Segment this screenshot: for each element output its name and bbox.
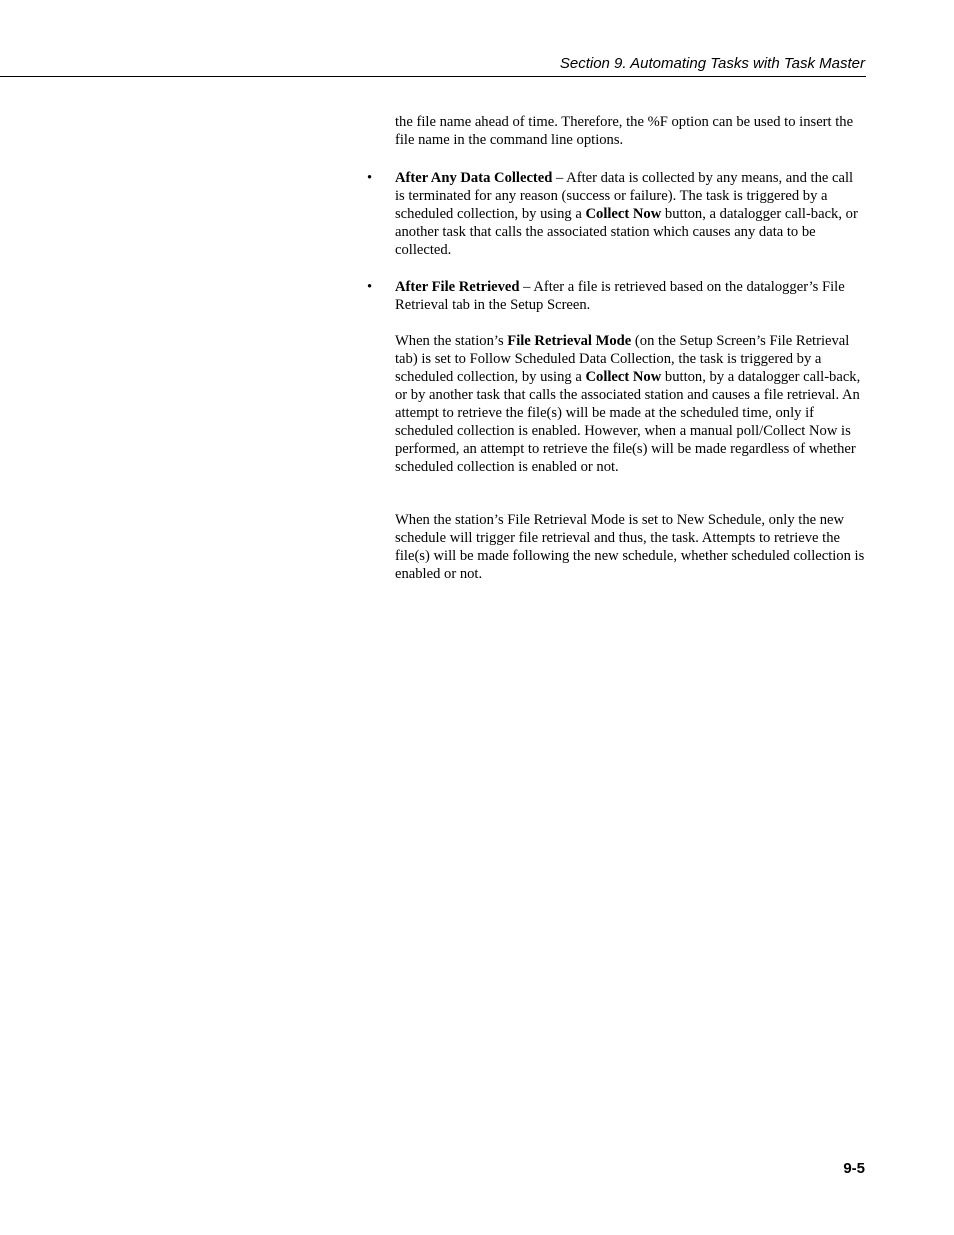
running-header: Section 9. Automating Tasks with Task Master	[559, 55, 865, 72]
page-number: 9-5	[843, 1160, 865, 1177]
bullet-body: – After data is collected by any means, and the call is terminated for any reason (success or failure). The task is triggered by a scheduled collection, by using a	[395, 170, 854, 222]
bullet-marker: •	[367, 170, 373, 186]
intro-paragraph	[395, 113, 865, 149]
paragraph-text: When the station’s File Retrieval Mode is set to New Schedule, only the new schedule will trigger file retrieval and thus, the task. Attempts to retrieve the file(s) will be made following the new schedule, whether scheduled collection is enabled or not.	[395, 512, 865, 582]
bullet-marker: •	[367, 279, 373, 295]
paragraph-follow-scheduled	[395, 332, 865, 476]
paragraph-new-schedule	[395, 511, 865, 583]
paragraph-text	[395, 332, 865, 476]
bullet-term: After Any Data Collected	[395, 170, 553, 186]
paragraph-run: button, by a datalogger call-back, or by another task that calls the associated station and causes a file retrieval. An attempt to retrieve the file(s) will be made at the scheduled time, only if scheduled collection is enabled. However, when a manual poll/Collect Now is performed, an attempt to retrieve the file(s) will be made regardless of whether scheduled collection is enabled or not.	[395, 369, 861, 475]
bullet-after-file-retrieved	[367, 278, 865, 314]
bullet-body: – After a file is retrieved based on the datalogger’s File Retrieval tab in the Setup Screen.	[395, 279, 845, 313]
header-rule	[0, 76, 866, 77]
collect-now-term: Collect Now	[585, 369, 662, 385]
bullet-text	[395, 169, 865, 259]
bullet-after-any-data-collected	[367, 169, 865, 259]
collect-now-term: Collect Now	[585, 206, 662, 222]
intro-text: the file name ahead of time. Therefore, the %F option can be used to insert the file name in the command line options.	[395, 114, 854, 148]
paragraph-run: When the station’s	[395, 333, 508, 349]
paragraph-run: (on the Setup Screen’s File Retrieval tab) is set to Follow Scheduled Data Collection, the task is triggered by a scheduled collection, by using a	[395, 333, 850, 385]
file-retrieval-mode-term: File Retrieval Mode	[507, 333, 632, 349]
bullet-term: After File Retrieved	[395, 279, 520, 295]
bullet-text	[395, 278, 865, 314]
bullet-body-cont: button, a datalogger call-back, or another task that calls the associated station which causes any data to be collected.	[395, 206, 858, 258]
